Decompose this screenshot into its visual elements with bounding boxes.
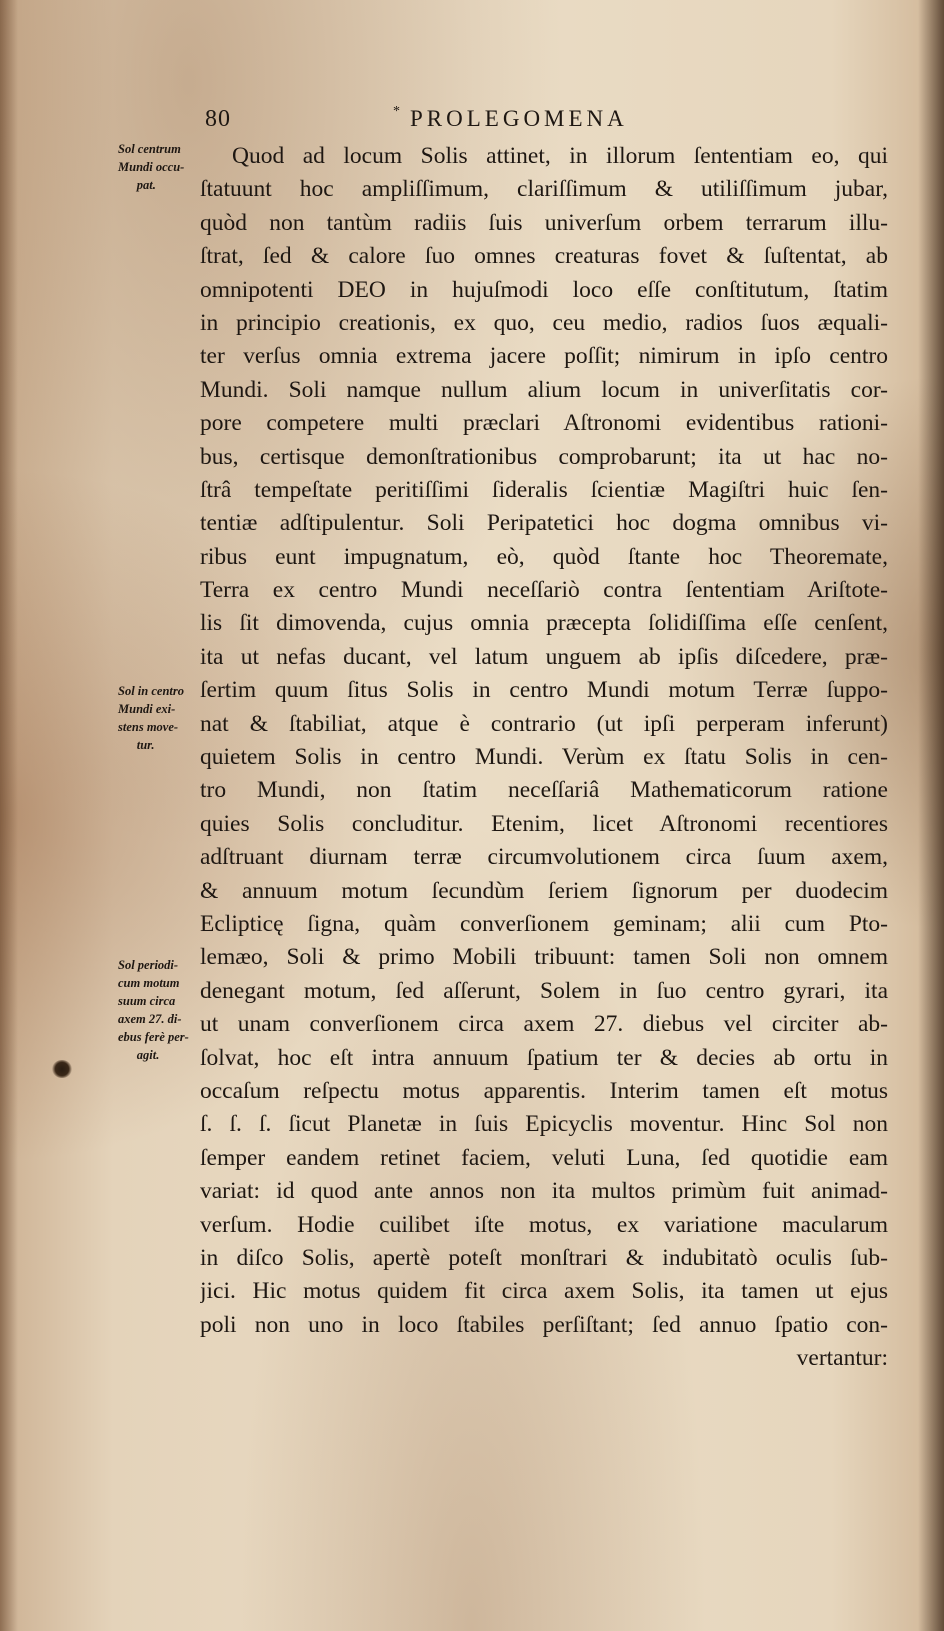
page-number: 80 bbox=[205, 106, 231, 132]
text-line: Quod ad locum Solis attinet, in illorum ſententiam eo, qui bbox=[232, 143, 888, 169]
running-head: PROLEGOMENA bbox=[410, 106, 628, 131]
text-line: denegant motum, ſed aſſerunt, Solem in ſuo centro gyrari, ita bbox=[200, 977, 888, 1004]
text-line: Mundi. Soli namque nullum alium locum in univerſitatis cor- bbox=[200, 376, 888, 403]
text-line: Eclipticę ſigna, quàm converſionem geminam; alii cum Pto- bbox=[200, 910, 888, 937]
text-line: ſ. ſ. ſ. ſicut Planetæ in ſuis Epicyclis moventur. Hinc Sol non bbox=[200, 1111, 888, 1138]
text-line: quies Solis concluditur. Etenim, licet Aſtronomi recentiores bbox=[200, 810, 888, 837]
text-line: adſtruant diurnam terræ circumvolutionem circa ſuum axem, bbox=[200, 844, 888, 871]
text-line: & annuum motum ſecundùm ſeriem ſignorum per duodecim bbox=[200, 877, 888, 904]
text-line: ſemper eandem retinet faciem, veluti Luna, ſed quotidie eam bbox=[200, 1144, 888, 1171]
text-line: nat & ſtabiliat, atque è contrario (ut ipſi perperam inferunt) bbox=[200, 710, 888, 737]
ink-blot bbox=[52, 1060, 72, 1078]
text-line: omnipotenti DEO in hujuſmodi loco eſſe conſtitutum, ſtatim bbox=[200, 276, 888, 303]
page-header bbox=[205, 106, 725, 140]
text-line: ita ut nefas ducant, vel latum unguem ab ipſis diſcedere, præ- bbox=[200, 643, 888, 670]
text-line: ſtrâ tempeſtate peritiſſimi ſideralis ſcientiæ Magiſtri huic ſen- bbox=[200, 476, 888, 503]
text-line: in diſco Solis, apertè poteſt monſtrari & indubitatò oculis ſub- bbox=[200, 1244, 888, 1271]
body-text bbox=[200, 140, 888, 1375]
catchword-line: vertantur: bbox=[796, 1345, 888, 1372]
text-line: ter verſus omnia extrema jacere poſſit; nimirum in ipſo centro bbox=[200, 343, 888, 370]
text-line: quòd non tantùm radiis ſuis univerſum orbem terrarum illu- bbox=[200, 209, 888, 236]
text-line: verſum. Hodie cuilibet iſte motus, ex variatione macularum bbox=[200, 1211, 888, 1238]
text-line: bus, certisque demonſtrationibus comprobarunt; ita ut hac no- bbox=[200, 443, 888, 470]
text-line: in principio creationis, ex quo, ceu medio, radios ſuos æquali- bbox=[200, 309, 888, 336]
ornament-mark: * bbox=[393, 104, 400, 119]
text-line: ſtrat, ſed & calore ſuo omnes creaturas fovet & ſuſtentat, ab bbox=[200, 243, 888, 270]
text-line: ſertim quum ſitus Solis in centro Mundi motum Terræ ſuppo- bbox=[200, 677, 888, 704]
text-line: lemæo, Soli & primo Mobili tribuunt: tamen Soli non omnem bbox=[200, 944, 888, 971]
text-line: variat: id quod ante annos non ita multos primùm fuit animad- bbox=[200, 1178, 888, 1205]
text-line: occaſum reſpectu motus apparentis. Interim tamen eſt motus bbox=[200, 1077, 888, 1104]
text-line: quietem Solis in centro Mundi. Verùm ex ſtatu Solis in cen- bbox=[200, 744, 888, 771]
margin-note-sol-periodicum: Sol periodi- cum motum suum circa axem 27. di- ebus ferè per- agit. bbox=[118, 958, 189, 1062]
margin-note-sol-centrum: Sol centrum Mundi occu- pat. bbox=[118, 142, 185, 192]
text-line: ſolvat, hoc eſt intra annuum ſpatium ter & decies ab ortu in bbox=[200, 1044, 888, 1071]
text-line: pore competere multi præclari Aſtronomi evidentibus rationi- bbox=[200, 410, 888, 437]
text-line: ut unam converſionem circa axem 27. diebus vel circiter ab- bbox=[200, 1011, 888, 1038]
text-line: ſtatuunt hoc ampliſſimum, clariſſimum & utiliſſimum jubar, bbox=[200, 176, 888, 203]
text-line: lis ſit dimovenda, cujus omnia præcepta ſolidiſſima eſſe cenſent, bbox=[200, 610, 888, 637]
text-line: Terra ex centro Mundi neceſſariò contra ſententiam Ariſtote- bbox=[200, 577, 888, 604]
text-line: jici. Hic motus quidem fit circa axem Solis, ita tamen ut ejus bbox=[200, 1278, 888, 1305]
text-line: poli non uno in loco ſtabiles perſiſtant; ſed annuo ſpatio con- bbox=[200, 1311, 888, 1338]
text-line: tro Mundi, non ſtatim neceſſariâ Mathematicorum ratione bbox=[200, 777, 888, 804]
text-line: tentiæ adſtipulentur. Soli Peripatetici hoc dogma omnibus vi- bbox=[200, 510, 888, 537]
margin-note-sol-in-centro: Sol in centro Mundi exi- stens move- tur. bbox=[118, 684, 184, 752]
text-line: ribus eunt impugnatum, eò, quòd ſtante hoc Theoremate, bbox=[200, 543, 888, 570]
